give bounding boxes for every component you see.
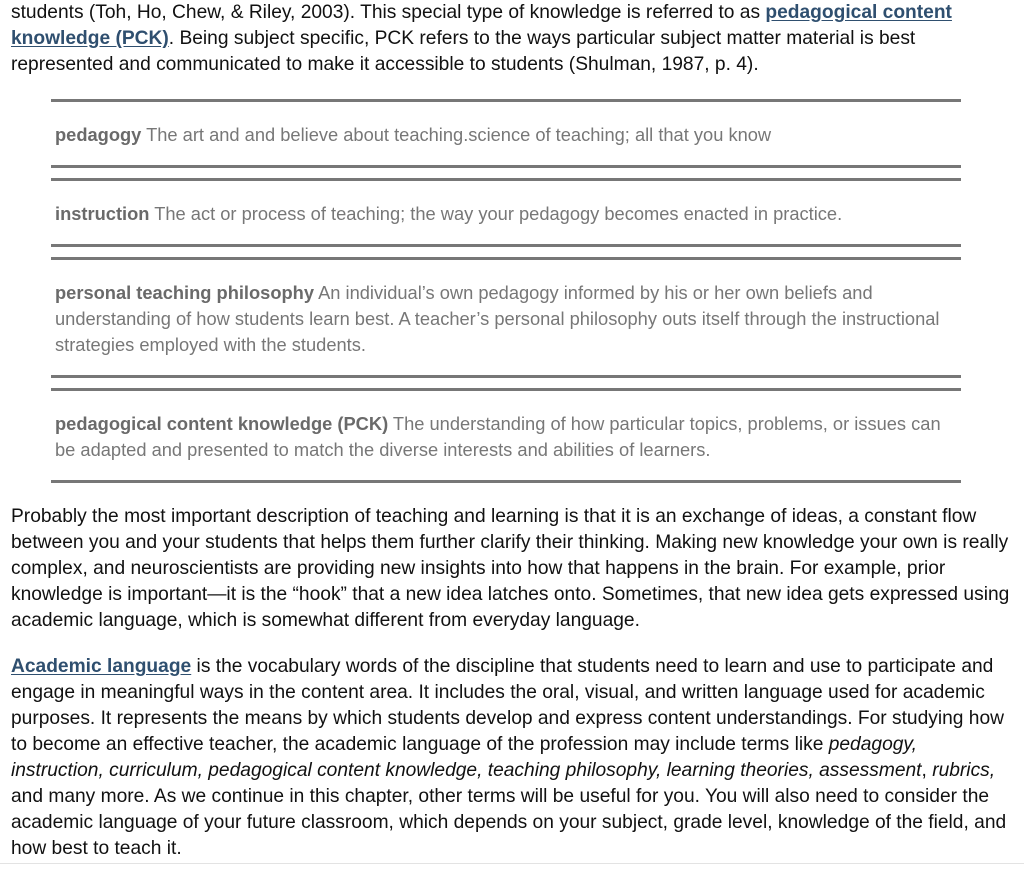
rubrics-italic: rubrics, (932, 760, 996, 781)
teaching-learning-paragraph: Probably the most important description of teaching and learning is that it is an exchange of ideas, a constant flow between you and your students that helps them further clarify their thinking. Making new knowledge your own is really complex, and neuroscientists are providing new insights into how that happens in the brain. For example, prior knowledge is important—it is the “hook” that a new idea latches onto. Sometimes, that new idea gets expressed using academic language, which is somewhat different from everyday language. (11, 506, 1010, 631)
glossary-term: pedagogical content knowledge (PCK) (55, 413, 389, 434)
glossary-definition: The art and and believe about teaching.science of teaching; all that you know (141, 124, 772, 145)
glossary-term: pedagogy (55, 124, 142, 145)
glossary-entry-instruction (51, 178, 961, 247)
pck-term-link[interactable]: pedagogical content knowledge (PCK) (11, 2, 952, 49)
glossary-entry-teaching-philosophy (51, 257, 961, 378)
academic-terms-italic: pedagogy, instruction, curriculum, pedagogical content knowledge, teaching philosophy, learning theories, assessment (11, 734, 922, 781)
glossary-term: personal teaching philosophy (55, 282, 315, 303)
intro-text-after: . Being subject specific, PCK refers to the ways particular subject matter material is best represented and communicated to make it accessible to students (Shulman, 1987, p. 4). (11, 28, 916, 75)
academic-language-term-link[interactable]: Academic language (11, 656, 192, 677)
intro-text-before: students (Toh, Ho, Chew, & Riley, 2003). This special type of knowledge is referred to as (11, 2, 766, 23)
bottom-divider (0, 863, 1024, 864)
glossary-list (51, 99, 961, 483)
academic-language-paragraph (11, 654, 1011, 862)
glossary-entry-pedagogy (51, 99, 961, 168)
glossary-definition: The act or process of teaching; the way your pedagogy becomes enacted in practice. (149, 203, 843, 224)
intro-paragraph (11, 0, 1011, 78)
academic-language-text-2: , (921, 760, 933, 781)
glossary-definition: The understanding of how particular topics, problems, or issues can be adapted and presented to match the diverse interests and abilities of learners. (55, 413, 941, 460)
glossary-term: instruction (55, 203, 150, 224)
academic-language-text-1: is the vocabulary words of the discipline that students need to learn and use to participate and engage in meaningful ways in the content area. It includes the oral, visual, and written language used for academic purposes. It represents the means by which students develop and express content understandings. For studying how to become an effective teacher, the academic language of the profession may include terms like (11, 656, 1004, 755)
glossary-definition: An individual’s own pedagogy informed by his or her own beliefs and understanding of how students learn best. A teacher’s personal philosophy outs itself through the instructional strategies employed with the students. (55, 282, 940, 355)
glossary-entry-pck (51, 388, 961, 483)
academic-language-text-3: and many more. As we continue in this chapter, other terms will be useful for you. You will also need to consider the academic language of your future classroom, which depends on your subject, grade level, knowledge of the field, and how best to teach it. (11, 786, 1007, 859)
document-page (11, 0, 1011, 862)
